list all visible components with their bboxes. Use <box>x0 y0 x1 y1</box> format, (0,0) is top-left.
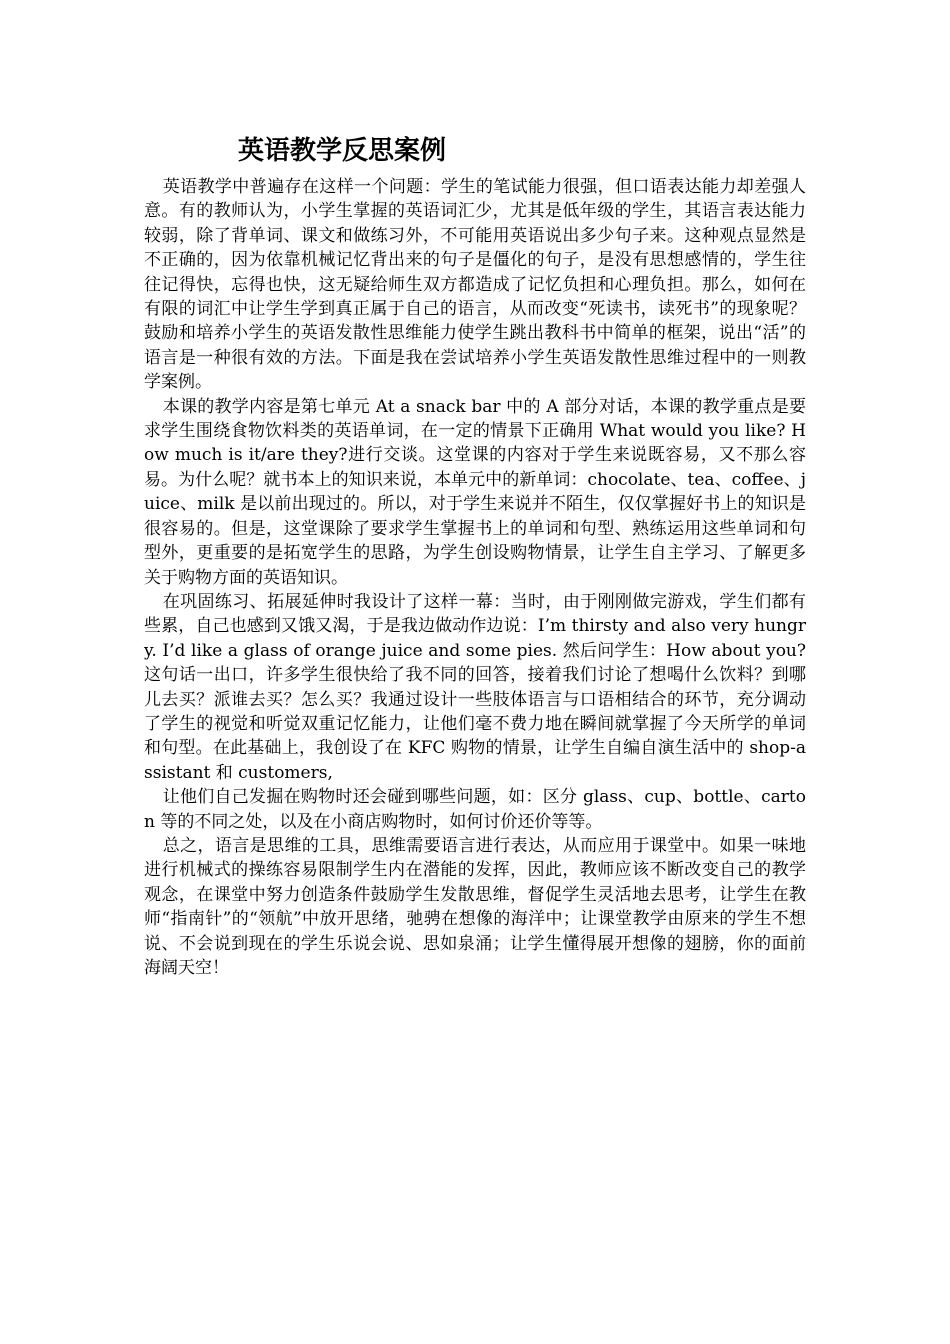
document-body <box>144 175 806 980</box>
paragraph-lesson-content: 本课的教学内容是第七单元 At a snack bar 中的 A 部分对话，本课的教学重点是要求学生围绕食物饮料类的英语单词，在一定的情景下正确用 What would you like? How much is it/are they?进行交谈。这堂课的内容对于学生来说既容易，又不那么容易。为什么呢？就书本上的知识来说，本单元中的新单词：chocolate、tea、coffee、juice、milk 是以前出现过的。所以，对于学生来说并不陌生，仅仅掌握好书上的知识是很容易的。但是，这堂课除了要求学生掌握书上的单词和句型、熟练运用这些单词和句型外，更重要的是拓宽学生的思路，为学生创设购物情景，让学生自主学习、了解更多关于购物方面的英语知识。 <box>144 396 806 588</box>
paragraph-shopping-problems: 让他们自己发掘在购物时还会碰到哪些问题，如：区分 glass、cup、bottle、carton 等的不同之处，以及在小商店购物时，如何讨价还价等等。 <box>144 787 806 832</box>
document-title: 英语教学反思案例 <box>238 136 447 166</box>
paragraph-classroom-scene: 在巩固练习、拓展延伸时我设计了这样一幕：当时，由于刚刚做完游戏，学生们都有些累，自己也感到又饿又渴，于是我边做动作边说：I’m thirsty and also very hungry. I’d like a glass of orange juice and some pies. 然后问学生：How about you? 这句话一出口，许多学生很快给了我不同的回答，接着我们讨论了想喝什么饮料？到哪儿去买？派谁去买？怎么买？我通过设计一些肢体语言与口语相结合的环节，充分调动了学生的视觉和听觉双重记忆能力，让他们毫不费力地在瞬间就掌握了今天所学的单词和句型。在此基础上，我创设了在 KFC 购物的情景，让学生自编自演生活中的 shop-assistant 和 customers, <box>144 591 806 783</box>
paragraph-intro: 英语教学中普遍存在这样一个问题：学生的笔试能力很强，但口语表达能力却差强人意。有的教师认为，小学生掌握的英语词汇少，尤其是低年级的学生，其语言表达能力较弱，除了背单词、课文和做练习外，不可能用英语说出多少句子来。这种观点显然是不正确的，因为依靠机械记忆背出来的句子是僵化的句子，是没有思想感情的，学生往往记得快，忘得也快，这无疑给师生双方都造成了记忆负担和心理负担。那么，如何在有限的词汇中让学生学到真正属于自己的语言，从而改变“死读书，读死书”的现象呢？鼓励和培养小学生的英语发散性思维能力使学生跳出教科书中简单的框架，说出“活”的语言是一种很有效的方法。下面是我在尝试培养小学生英语发散性思维过程中的一则教学案例。 <box>144 177 806 393</box>
paragraph-conclusion: 总之，语言是思维的工具，思维需要语言进行表达，从而应用于课堂中。如果一味地进行机械式的操练容易限制学生内在潜能的发挥，因此，教师应该不断改变自己的教学观念，在课堂中努力创造条件鼓励学生发散思维，督促学生灵活地去思考，让学生在教师“指南针”的“领航”中放开思绪，驰骋在想像的海洋中；让课堂教学由原来的学生不想说、不会说到现在的学生乐说会说、思如泉涌；让学生懂得展开想像的翅膀，你的面前海阔天空！ <box>144 835 806 978</box>
